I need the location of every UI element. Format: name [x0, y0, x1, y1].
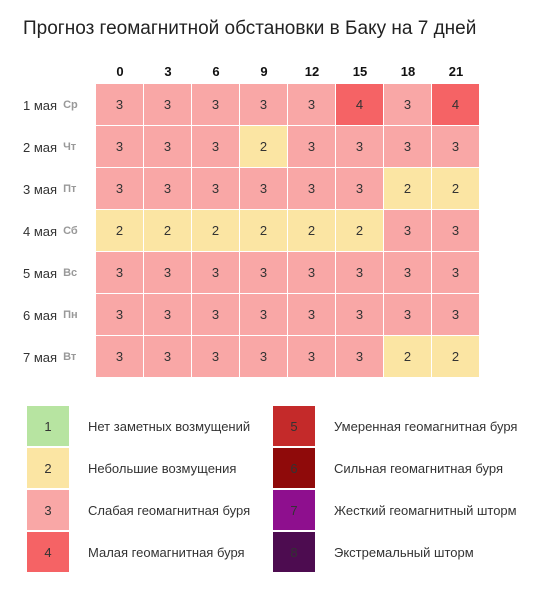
column-header-hour: 9 — [260, 64, 268, 79]
column-header-hour: 21 — [448, 64, 464, 79]
heatmap-cell: 3 — [240, 84, 287, 125]
heatmap-cell: 4 — [336, 84, 383, 125]
row-weekday: Вт — [63, 351, 77, 363]
heatmap-cell: 3 — [384, 126, 431, 167]
legend-label: Экстремальный шторм — [334, 544, 474, 560]
legend-swatch: 3 — [27, 490, 69, 530]
legend-label: Жесткий геомагнитный шторм — [334, 502, 517, 518]
row-date: 7 мая — [23, 349, 58, 365]
heatmap-cell: 3 — [144, 84, 191, 125]
heatmap-cell: 3 — [432, 294, 479, 335]
heatmap-cell: 3 — [144, 126, 191, 167]
heatmap-cell: 3 — [144, 336, 191, 377]
row-label — [23, 252, 93, 294]
legend-swatch: 5 — [273, 406, 315, 446]
heatmap-cell: 3 — [192, 294, 239, 335]
heatmap-cell: 2 — [192, 210, 239, 251]
legend-label: Слабая геомагнитная буря — [88, 502, 251, 518]
heatmap-cell: 3 — [384, 252, 431, 293]
row-weekday: Чт — [63, 141, 77, 153]
heatmap-cell: 3 — [96, 294, 143, 335]
heatmap-cell: 3 — [240, 336, 287, 377]
heatmap-cell: 3 — [96, 336, 143, 377]
row-date: 6 мая — [23, 307, 58, 323]
heatmap-cell: 3 — [240, 168, 287, 209]
row-date: 2 мая — [23, 139, 58, 155]
heatmap-cell: 2 — [384, 336, 431, 377]
heatmap-cell: 3 — [96, 84, 143, 125]
row-label — [23, 210, 93, 252]
legend-swatch: 6 — [273, 448, 315, 488]
heatmap-cell: 3 — [144, 294, 191, 335]
heatmap-cell: 3 — [192, 126, 239, 167]
row-date: 1 мая — [23, 97, 58, 113]
row-label — [23, 336, 93, 378]
heatmap-cell: 3 — [192, 84, 239, 125]
legend-swatch: 8 — [273, 532, 315, 572]
legend-label: Умеренная геомагнитная буря — [334, 418, 518, 434]
heatmap-cell: 2 — [432, 168, 479, 209]
column-header-hour: 18 — [400, 64, 416, 79]
heatmap-cell: 2 — [240, 210, 287, 251]
heatmap-cell: 2 — [96, 210, 143, 251]
heatmap-cell: 3 — [288, 336, 335, 377]
heatmap-cell: 3 — [192, 336, 239, 377]
legend-label: Нет заметных возмущений — [88, 418, 251, 434]
legend-swatch: 4 — [27, 532, 69, 572]
heatmap-cell: 3 — [432, 126, 479, 167]
heatmap-cell: 3 — [288, 168, 335, 209]
heatmap-cell: 3 — [144, 168, 191, 209]
legend-label: Малая геомагнитная буря — [88, 544, 245, 560]
column-header-hour: 6 — [212, 64, 220, 79]
heatmap-cell: 2 — [144, 210, 191, 251]
column-header-hour: 0 — [116, 64, 124, 79]
heatmap-cell: 3 — [288, 252, 335, 293]
heatmap-cell: 3 — [288, 294, 335, 335]
row-date: 5 мая — [23, 265, 58, 281]
heatmap-cell: 3 — [336, 126, 383, 167]
column-header-hour: 3 — [164, 64, 172, 79]
legend-label: Сильная геомагнитная буря — [334, 460, 503, 476]
heatmap-cell: 3 — [384, 210, 431, 251]
row-weekday: Пт — [63, 183, 77, 195]
heatmap-cell: 2 — [288, 210, 335, 251]
legend-label: Небольшие возмущения — [88, 460, 237, 476]
heatmap-cell: 3 — [432, 252, 479, 293]
heatmap-cell: 3 — [288, 84, 335, 125]
column-header-hour: 12 — [304, 64, 320, 79]
heatmap-cell: 3 — [336, 168, 383, 209]
heatmap-cell: 3 — [192, 168, 239, 209]
heatmap-cell: 3 — [288, 126, 335, 167]
heatmap-cell: 2 — [432, 336, 479, 377]
heatmap-cell: 3 — [144, 252, 191, 293]
row-label — [23, 294, 93, 336]
row-date: 3 мая — [23, 181, 58, 197]
legend-swatch: 7 — [273, 490, 315, 530]
row-date: 4 мая — [23, 223, 58, 239]
heatmap-cell: 4 — [432, 84, 479, 125]
heatmap-cell: 3 — [336, 336, 383, 377]
heatmap-cell: 3 — [192, 252, 239, 293]
column-header-hour: 15 — [352, 64, 368, 79]
row-label — [23, 168, 93, 210]
row-weekday: Ср — [63, 99, 78, 111]
heatmap-cell: 3 — [96, 126, 143, 167]
row-label — [23, 126, 93, 168]
heatmap-cell: 3 — [240, 294, 287, 335]
legend-swatch: 1 — [27, 406, 69, 446]
heatmap-cell: 2 — [240, 126, 287, 167]
heatmap-cell: 3 — [432, 210, 479, 251]
heatmap-cell: 2 — [336, 210, 383, 251]
heatmap-cell: 3 — [96, 252, 143, 293]
heatmap-cell: 3 — [336, 294, 383, 335]
heatmap-cell: 3 — [384, 294, 431, 335]
heatmap-cell: 2 — [384, 168, 431, 209]
heatmap-cell: 3 — [240, 252, 287, 293]
heatmap-cell: 3 — [384, 84, 431, 125]
row-label — [23, 84, 93, 126]
row-weekday: Пн — [63, 309, 78, 321]
heatmap-cell: 3 — [96, 168, 143, 209]
row-weekday: Сб — [63, 225, 78, 237]
row-weekday: Вс — [63, 267, 78, 279]
legend-swatch: 2 — [27, 448, 69, 488]
heatmap-cell: 3 — [336, 252, 383, 293]
page-title: Прогноз геомагнитной обстановки в Баку на 7 дней — [23, 18, 477, 39]
